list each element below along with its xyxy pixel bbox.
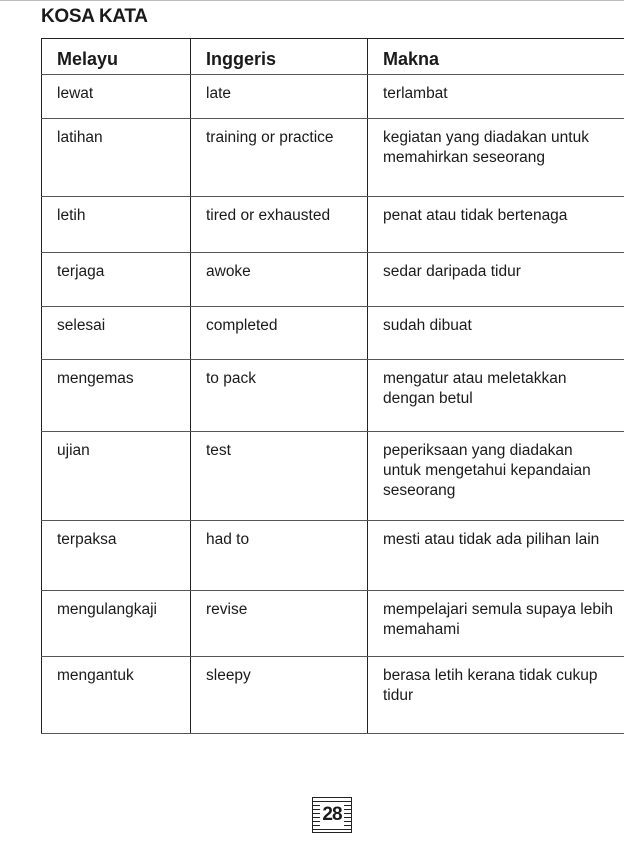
table-row	[42, 521, 624, 591]
header-inggeris: Inggeris	[191, 39, 368, 75]
cell-melayu: letih	[42, 197, 191, 253]
cell-melayu: ujian	[42, 432, 191, 521]
cell-inggeris: sleepy	[191, 657, 368, 734]
cell-melayu: latihan	[42, 119, 191, 197]
cell-makna: mesti atau tidak ada pilihan lain	[368, 521, 624, 591]
cell-melayu: mengulangkaji	[42, 591, 191, 657]
cell-inggeris: training or practice	[191, 119, 368, 197]
cell-makna: terlambat	[368, 75, 624, 119]
page-number: 28	[322, 804, 342, 825]
cell-makna: sedar daripada tidur	[368, 253, 624, 307]
cell-inggeris: late	[191, 75, 368, 119]
table-header-row	[42, 39, 624, 75]
top-divider	[0, 0, 624, 1]
cell-melayu: lewat	[42, 75, 191, 119]
table-row	[42, 75, 624, 119]
table-row	[42, 657, 624, 734]
cell-makna: berasa letih kerana tidak cukup tidur	[368, 657, 624, 734]
cell-inggeris: revise	[191, 591, 368, 657]
header-makna: Makna	[368, 39, 624, 75]
cell-inggeris: to pack	[191, 360, 368, 432]
page-number-badge	[312, 797, 352, 833]
cell-makna: sudah dibuat	[368, 307, 624, 360]
table-row	[42, 197, 624, 253]
cell-melayu: terjaga	[42, 253, 191, 307]
cell-makna: mempelajari semula supaya lebih memahami	[368, 591, 624, 657]
cell-inggeris: completed	[191, 307, 368, 360]
cell-makna: peperiksaan yang diadakan untuk mengetahui kepandaian seseorang	[368, 432, 624, 521]
cell-melayu: mengemas	[42, 360, 191, 432]
cell-makna: kegiatan yang diadakan untuk memahirkan seseorang	[368, 119, 624, 197]
table-row	[42, 432, 624, 521]
table-row	[42, 253, 624, 307]
cell-inggeris: awoke	[191, 253, 368, 307]
cell-melayu: mengantuk	[42, 657, 191, 734]
cell-inggeris: tired or exhausted	[191, 197, 368, 253]
header-melayu: Melayu	[42, 39, 191, 75]
page-title: KOSA KATA	[41, 6, 148, 27]
cell-melayu: terpaksa	[42, 521, 191, 591]
cell-inggeris: had to	[191, 521, 368, 591]
table-row	[42, 360, 624, 432]
cell-makna: mengatur atau meletakkan dengan betul	[368, 360, 624, 432]
cell-makna: penat atau tidak bertenaga	[368, 197, 624, 253]
vocabulary-table	[41, 38, 624, 734]
table-row	[42, 591, 624, 657]
table-row	[42, 119, 624, 197]
cell-inggeris: test	[191, 432, 368, 521]
table-row	[42, 307, 624, 360]
cell-melayu: selesai	[42, 307, 191, 360]
